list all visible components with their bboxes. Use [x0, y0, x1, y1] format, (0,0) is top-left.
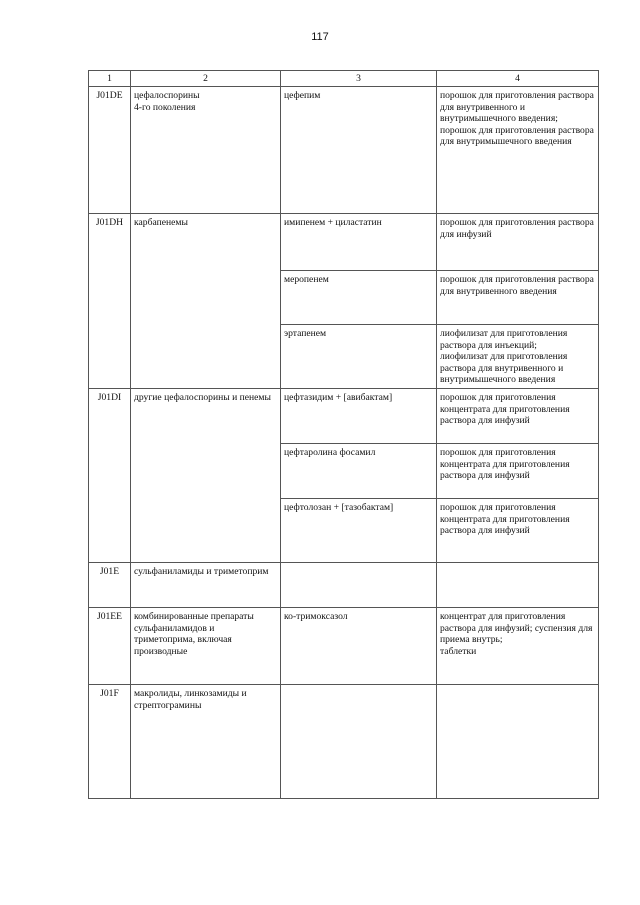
column-header: 2 — [131, 71, 281, 87]
atc-code: J01E — [89, 563, 131, 608]
drug-name: меропенем — [281, 271, 437, 325]
dosage-form: порошок для приготовления концентрата для приготовления раствора для инфузий — [437, 389, 599, 444]
column-header: 1 — [89, 71, 131, 87]
drug-name: ко-тримоксазол — [281, 608, 437, 685]
table-row — [89, 214, 599, 271]
atc-code: J01F — [89, 685, 131, 799]
table-row — [89, 389, 599, 444]
atc-code: J01DH — [89, 214, 131, 389]
dosage-form: порошок для приготовления раствора для внутривенного и внутримышечного введения; порошок для приготовления раствора для внутримышечного введения — [437, 87, 599, 214]
dosage-form — [437, 685, 599, 799]
drug-name: цефепим — [281, 87, 437, 214]
atc-group-name: другие цефалоспорины и пенемы — [131, 389, 281, 563]
atc-code: J01EE — [89, 608, 131, 685]
table-row — [89, 685, 599, 799]
atc-group-name: карбапенемы — [131, 214, 281, 389]
drug-name — [281, 685, 437, 799]
drug-name: цефтаролина фосамил — [281, 444, 437, 499]
table-row — [89, 608, 599, 685]
atc-group-name: цефалоспорины 4-го поколения — [131, 87, 281, 214]
drug-name: цефтолозан + [тазобактам] — [281, 499, 437, 563]
atc-group-name: комбинированные препараты сульфаниламидов и триметоприма, включая производные — [131, 608, 281, 685]
dosage-form: порошок для приготовления концентрата для приготовления раствора для инфузий — [437, 499, 599, 563]
drug-name: цефтазидим + [авибактам] — [281, 389, 437, 444]
drug-table — [88, 70, 599, 799]
dosage-form: порошок для приготовления концентрата для приготовления раствора для инфузий — [437, 444, 599, 499]
dosage-form: лиофилизат для приготовления раствора для инъекций; лиофилизат для приготовления раствора для внутривенного и внутримышечного введения — [437, 325, 599, 389]
drug-name: эртапенем — [281, 325, 437, 389]
dosage-form — [437, 563, 599, 608]
drug-name: имипенем + циластатин — [281, 214, 437, 271]
table-header-row — [89, 71, 599, 87]
page-number: 117 — [311, 31, 329, 43]
table-row — [89, 87, 599, 214]
column-header: 4 — [437, 71, 599, 87]
atc-code: J01DI — [89, 389, 131, 563]
dosage-form: концентрат для приготовления раствора для инфузий; суспензия для приема внутрь; таблетки — [437, 608, 599, 685]
atc-group-name: макролиды, линкозамиды и стрептограмины — [131, 685, 281, 799]
dosage-form: порошок для приготовления раствора для инфузий — [437, 214, 599, 271]
atc-code: J01DE — [89, 87, 131, 214]
column-header: 3 — [281, 71, 437, 87]
atc-group-name: сульфаниламиды и триметоприм — [131, 563, 281, 608]
drug-name — [281, 563, 437, 608]
table-row — [89, 563, 599, 608]
dosage-form: порошок для приготовления раствора для внутривенного введения — [437, 271, 599, 325]
